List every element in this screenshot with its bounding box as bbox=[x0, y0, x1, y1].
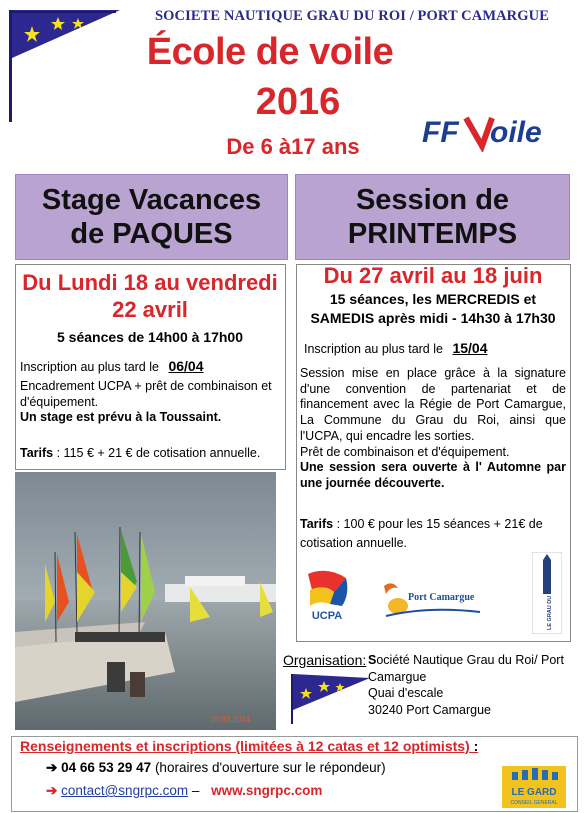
printemps-automne: Une session sera ouverte à l' Automne par une journée découverte. bbox=[300, 460, 566, 490]
paques-inscription-date: 06/04 bbox=[168, 358, 204, 374]
printemps-sessions-line1: 15 séances, les MERCREDIS et bbox=[329, 291, 537, 307]
section-header-paques-line2: de PAQUES bbox=[70, 218, 233, 250]
printemps-tarifs-text: : 100 € pour les 15 séances + 21€ de cotisation annuelle. bbox=[300, 517, 543, 550]
sailing-photo bbox=[15, 472, 276, 730]
printemps-inscription bbox=[304, 340, 566, 356]
paques-tarifs-label: Tarifs bbox=[20, 446, 54, 460]
paques-dates-line2: 22 avril bbox=[112, 297, 188, 322]
section-header-printemps bbox=[295, 174, 570, 260]
port-camargue-logo-text: Port Camargue bbox=[408, 592, 475, 603]
grau-du-roi-logo-text: LE GRAU DU ROI bbox=[547, 584, 553, 630]
paques-encadrement: Encadrement UCPA + prêt de combinaison et d'équipement. bbox=[20, 379, 272, 409]
phone-line bbox=[46, 760, 386, 776]
organisation-quai: Quai d'escale bbox=[368, 686, 444, 700]
port-camargue-logo bbox=[378, 580, 486, 624]
section-header-paques-line1: Stage Vacances bbox=[41, 184, 262, 216]
organisation-name bbox=[368, 652, 583, 685]
paques-tarifs-text: : 115 € + 21 € de cotisation annuelle. bbox=[56, 446, 261, 460]
le-gard-logo-subtext: CONSEIL GENERAL bbox=[510, 800, 558, 806]
arrow-right-red-icon: ➔ bbox=[46, 783, 58, 798]
section-header-printemps-line2: PRINTEMPS bbox=[347, 218, 518, 250]
paques-dates-line1: Du Lundi 18 au vendredi bbox=[22, 270, 278, 295]
website-link[interactable]: www.sngrpc.com bbox=[211, 783, 323, 798]
ucpa-logo bbox=[304, 570, 350, 622]
phone-note: (horaires d'ouverture sur le répondeur) bbox=[154, 760, 386, 775]
renseignements-text: Renseignements et inscriptions (limitées à 12 catas et 12 optimists) bbox=[20, 738, 470, 754]
ucpa-logo-text: UCPA bbox=[311, 610, 343, 622]
photo-date: 28.03.2014 bbox=[210, 715, 251, 724]
year: 2016 bbox=[255, 81, 341, 123]
section-header-printemps-line1: Session de bbox=[355, 184, 510, 216]
section-header-paques bbox=[15, 174, 288, 260]
organisation-name-rest: ociété Nautique Grau du Roi/ Port Camargue bbox=[368, 653, 564, 684]
paques-tarifs bbox=[20, 446, 280, 460]
organisation-city: 30240 Port Camargue bbox=[368, 702, 491, 717]
contact-line bbox=[46, 783, 322, 799]
printemps-dates: Du 27 avril au 18 juin bbox=[323, 263, 543, 288]
le-gard-logo bbox=[502, 766, 566, 808]
arrow-right-icon: ➔ bbox=[46, 760, 58, 775]
club-name: SOCIETE NAUTIQUE GRAU DU ROI / PORT CAMARGUE bbox=[155, 8, 549, 24]
phone-number[interactable]: 04 66 53 29 47 bbox=[61, 760, 152, 775]
printemps-sessions-line2: SAMEDIS après midi - 14h30 à 17h30 bbox=[310, 310, 556, 326]
svg-text:FF: FF bbox=[422, 116, 459, 149]
page-title: École de voile bbox=[146, 31, 394, 73]
organisation-flag-icon bbox=[290, 672, 370, 724]
organisation-label: Organisation: bbox=[283, 652, 367, 668]
ffvoile-logo bbox=[422, 112, 572, 152]
organisation-name-initial: S bbox=[368, 653, 377, 667]
paques-sessions: 5 séances de 14h00 à 17h00 bbox=[56, 329, 244, 345]
paques-inscription bbox=[20, 358, 280, 374]
printemps-tarifs bbox=[300, 515, 566, 553]
printemps-inscription-date: 15/04 bbox=[452, 340, 488, 356]
printemps-pret: Prêt de combinaison et d'équipement. bbox=[300, 444, 510, 459]
paques-inscription-label: Inscription au plus tard le bbox=[20, 360, 159, 374]
club-flag-icon bbox=[12, 10, 120, 58]
renseignements-heading bbox=[20, 738, 478, 754]
grau-du-roi-logo bbox=[532, 552, 562, 634]
printemps-inscription-label: Inscription au plus tard le bbox=[304, 342, 443, 356]
age-range: De 6 à17 ans bbox=[226, 134, 360, 159]
contact-dash: – bbox=[188, 783, 204, 798]
le-gard-logo-text: LE GARD bbox=[511, 787, 557, 798]
printemps-description: Session mise en place grâce à la signature d'une convention de partenariat et de financement avec la Régie de Port Camargue, La Commune du Grau du Roi, ainsi que l'UCPA, qui encadre les sorties. bbox=[300, 366, 566, 443]
svg-text:oile: oile bbox=[490, 116, 542, 149]
organisation-address bbox=[368, 652, 583, 718]
renseignements-colon: : bbox=[469, 738, 479, 754]
printemps-tarifs-label: Tarifs bbox=[300, 517, 334, 531]
printemps-description-block bbox=[300, 366, 566, 492]
printemps-sessions bbox=[298, 290, 568, 328]
email-link[interactable]: contact@sngrpc.com bbox=[61, 783, 189, 798]
paques-encadrement-block bbox=[20, 379, 280, 426]
paques-note: Un stage est prévu à la Toussaint. bbox=[20, 410, 222, 424]
